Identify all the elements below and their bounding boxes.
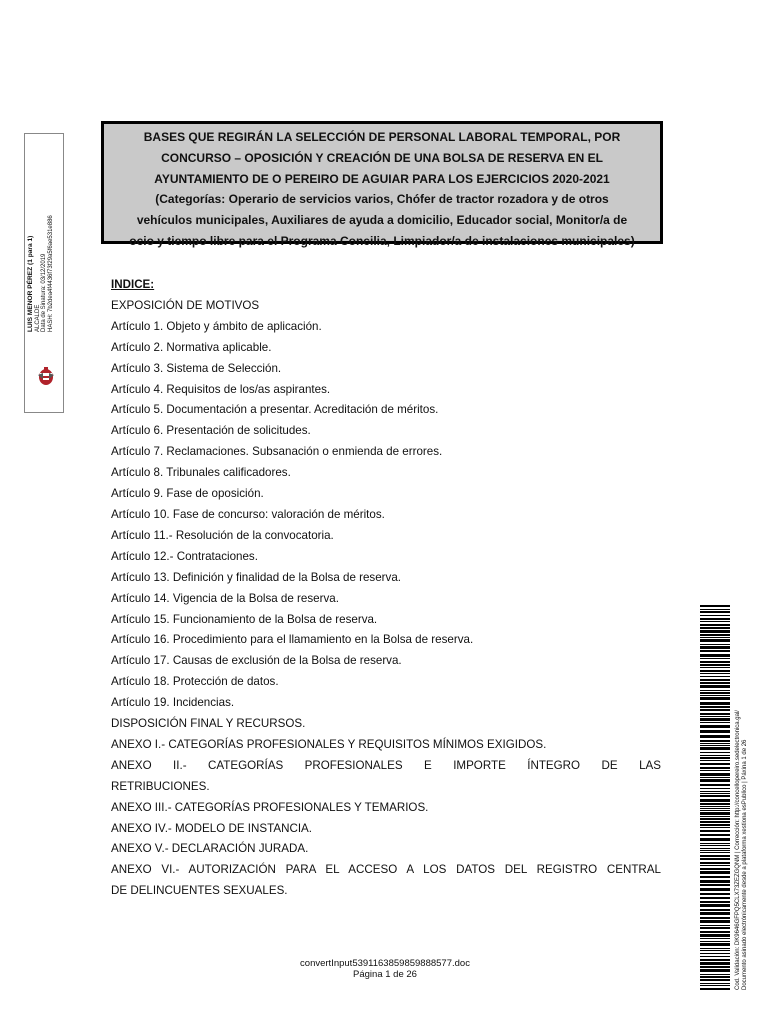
barcode-stripe: [700, 880, 730, 883]
barcode-stripe: [700, 821, 730, 823]
barcode-stripe: [700, 722, 730, 723]
barcode-stripe: [700, 948, 730, 949]
barcode-stripe: [700, 650, 730, 652]
index-item: Artículo 2. Normativa aplicable.: [111, 340, 272, 354]
barcode-stripe: [700, 664, 730, 666]
barcode-stripe: [700, 763, 730, 765]
barcode-stripe: [700, 941, 730, 942]
barcode-stripe: [700, 745, 730, 746]
index-item: Artículo 7. Reclamaciones. Subsanación o enmienda de errores.: [111, 445, 443, 459]
barcode-stripe: [700, 810, 730, 811]
barcode-stripe: [700, 909, 730, 911]
barcode-stripe: [700, 654, 730, 657]
index-item: Artículo 10. Fase de concurso: valoración de méritos.: [111, 507, 385, 521]
barcode-stripe: [700, 871, 730, 874]
index-item: Artículo 5. Documentación a presentar. Acreditación de méritos.: [111, 403, 439, 417]
barcode-stripe: [700, 611, 730, 613]
barcode-stripe: [700, 639, 730, 642]
barcode-stripe: [700, 630, 730, 633]
barcode-stripe: [700, 740, 730, 742]
index-item: DISPOSICIÓN FINAL Y RECURSOS.: [111, 717, 306, 731]
barcode-stripe: [700, 868, 730, 870]
barcode-stripe: [700, 791, 730, 792]
barcode-stripe: [700, 618, 730, 620]
barcode-stripe: [700, 843, 730, 844]
signature-hash: HASH: 7b2dea4f4436f73f29a5f6ae531e886: [47, 215, 54, 332]
barcode-stripe: [700, 605, 730, 607]
index-item: Artículo 9. Fase de oposición.: [111, 487, 264, 501]
barcode-stripe: [700, 812, 730, 815]
barcode-stripe: [700, 658, 730, 659]
index-item: Artículo 18. Protección de datos.: [111, 675, 279, 689]
barcode-stripe: [700, 927, 730, 929]
barcode-stripe: [700, 661, 730, 663]
barcode-stripe: [700, 670, 730, 672]
title-line: (Categorías: Operario de servicios varios, Chófer de tractor rozadora y de otros: [155, 192, 609, 207]
barcode-stripe: [700, 917, 730, 919]
barcode-stripe: [700, 855, 730, 857]
barcode-stripe: [700, 888, 730, 891]
validation-text: [735, 630, 749, 990]
barcode-stripe: [700, 788, 730, 789]
barcode-stripe: [700, 609, 730, 610]
signer-name: LUIS MENOR PÉREZ (1 para 1): [27, 235, 34, 332]
barcode-stripe: [700, 695, 730, 696]
index-item: ANEXO IV.- MODELO DE INSTANCIA.: [111, 821, 312, 835]
barcode-stripe: [700, 852, 730, 853]
validation-code: Cod. Validación: DK9646GFPQ5CLX73ZEZGQNM | Corrección: http://concellopereiro.sedelectronica.gal/: [735, 710, 741, 990]
barcode-stripe: [700, 799, 730, 802]
barcode-stripe: [700, 634, 730, 636]
barcode-stripe: [700, 667, 730, 668]
validation-platform: Documento asinado electrónicamente desde a plataforma xestiona esPublico | Páxina 1 de 26: [742, 739, 748, 990]
barcode-stripe: [700, 988, 730, 990]
barcode-stripe: [700, 827, 730, 828]
barcode-stripe: [700, 752, 730, 753]
barcode-stripe: [700, 685, 730, 688]
barcode-stripe: [700, 784, 730, 786]
barcode-stripe: [700, 818, 730, 820]
barcode-stripe: [700, 884, 730, 886]
index-item-annex-ii-cont: RETRIBUCIONES.: [111, 779, 210, 793]
signature-date: Data de Sinatura: 03/12/2019: [41, 253, 47, 332]
barcode-stripe: [700, 953, 730, 954]
barcode-stripe: [700, 904, 730, 907]
index-item-annex-vi-cont: DE DELINCUENTES SEXUALES.: [111, 884, 288, 898]
barcode-stripe: [700, 850, 730, 851]
index-item: Artículo 19. Incidencias.: [111, 696, 235, 710]
index-item: Artículo 17. Causas de exclusión de la Bolsa de reserva.: [111, 654, 402, 668]
barcode-stripe: [700, 646, 730, 649]
index-item: Artículo 1. Objeto y ámbito de aplicación.: [111, 319, 322, 333]
barcode-stripe: [700, 760, 730, 761]
barcode-stripe: [700, 735, 730, 738]
footer-page-number: Página 1 de 26: [353, 969, 417, 980]
barcode-stripe: [700, 676, 730, 677]
index-item: Artículo 4. Requisitos de los/as aspirantes.: [111, 382, 331, 396]
signature-text: [28, 132, 54, 332]
barcode-stripe: [700, 793, 730, 794]
barcode-stripe: [700, 838, 730, 841]
barcode-stripe: [700, 725, 730, 728]
barcode-stripe: [700, 824, 730, 826]
barcode-stripe: [700, 806, 730, 807]
barcode-stripe: [700, 983, 730, 984]
barcode-stripe: [700, 897, 730, 899]
barcode-stripe: [700, 692, 730, 694]
barcode-stripe: [700, 950, 730, 951]
barcode-stripe: [700, 767, 730, 769]
index-item: Artículo 14. Vigencia de la Bolsa de reserva.: [111, 591, 339, 605]
index-item-annex-ii: ANEXO II.- CATEGORÍAS PROFESIONALES E IMPORTE ÍNTEGRO DE LAS: [111, 758, 661, 772]
barcode-stripe: [700, 673, 730, 674]
barcode-stripe: [700, 730, 730, 733]
title-line: CONCURSO – OPOSICIÓN Y CREACIÓN DE UNA BOLSA DE RESERVA EN EL: [161, 150, 603, 165]
barcode-stripe: [700, 718, 730, 721]
index-item: ANEXO V.- DECLARACIÓN JURADA.: [111, 842, 309, 856]
barcode-stripe: [700, 755, 730, 756]
barcode-stripe: [700, 777, 730, 778]
barcode-stripe: [700, 757, 730, 759]
title-line: BASES QUE REGIRÁN LA SELECCIÓN DE PERSONAL LABORAL TEMPORAL, POR: [143, 130, 621, 144]
barcode-stripe: [700, 901, 730, 903]
barcode-stripe: [700, 644, 730, 645]
barcode-stripe: [700, 621, 730, 622]
page-footer: [0, 958, 770, 980]
index-item: ANEXO I.- CATEGORÍAS PROFESIONALES Y REQUISITOS MÍNIMOS EXIGIDOS.: [111, 737, 547, 751]
barcode-stripe: [700, 830, 730, 832]
barcode-stripe: [700, 876, 730, 878]
title-line: ocio y tiempo libre para el Programa Concilia, Limpiador/a de instalaciones municipales): [129, 233, 635, 248]
barcode-stripe: [700, 795, 730, 797]
signer-role: ALCALDE: [34, 304, 41, 332]
barcode-stripe: [700, 920, 730, 923]
barcode-stripe: [700, 713, 730, 715]
barcode-stripe: [700, 682, 730, 684]
index-item: Artículo 13. Definición y finalidad de la Bolsa de reserva.: [111, 570, 402, 584]
barcode-stripe: [700, 931, 730, 933]
index-item: Artículo 11.- Resolución de la convocatoria.: [111, 528, 334, 542]
barcode-stripe: [700, 834, 730, 836]
barcode-stripe: [700, 706, 730, 708]
document-title-box: [101, 121, 663, 248]
barcode-stripe: [700, 779, 730, 782]
barcode-stripe: [700, 893, 730, 895]
barcode-stripe: [700, 865, 730, 866]
barcode-stripe: [700, 637, 730, 638]
barcode-stripe: [700, 808, 730, 809]
barcode-stripe: [700, 709, 730, 711]
barcode-stripe: [700, 624, 730, 626]
barcode-stripe: [700, 858, 730, 860]
barcode-stripe: [700, 702, 730, 705]
index-item-annex-vi: ANEXO VI.- AUTORIZACIÓN PARA EL ACCESO A LOS DATOS DEL REGISTRO CENTRAL: [111, 863, 661, 877]
barcode-stripe: [700, 848, 730, 849]
title-line: vehículos municipales, Auxiliares de ayuda a domicilio, Educador social, Monitor/a de: [136, 213, 628, 228]
barcode-stripe: [700, 803, 730, 805]
table-of-contents: [111, 275, 661, 902]
barcode-stripe: [700, 925, 730, 926]
index-item: Artículo 3. Sistema de Selección.: [111, 361, 282, 375]
barcode-stripe: [700, 690, 730, 691]
barcode-stripe: [700, 956, 730, 957]
barcode-stripe: [700, 912, 730, 915]
barcode-stripe: [700, 816, 730, 817]
index-item: Artículo 12.- Contrataciones.: [111, 549, 258, 563]
title-line: AYUNTAMIENTO DE O PEREIRO DE AGUIAR PARA LOS EJERCICIOS 2020-2021: [154, 171, 610, 186]
barcode-stripe: [700, 934, 730, 937]
barcode-stripe: [700, 770, 730, 771]
barcode-stripe: [700, 679, 730, 681]
index-item: EXPOSICIÓN DE MOTIVOS: [111, 298, 260, 312]
index-item: Artículo 15. Funcionamiento de la Bolsa de reserva.: [111, 612, 378, 626]
barcode-stripe: [700, 743, 730, 744]
barcode-stripe: [700, 938, 730, 939]
index-item: Artículo 16. Procedimiento para el llamamiento en la Bolsa de reserva.: [111, 633, 474, 647]
index-item: ANEXO III.- CATEGORÍAS PROFESIONALES Y TEMARIOS.: [111, 800, 429, 814]
index-heading: INDICE:: [111, 278, 155, 291]
barcode-stripe: [700, 862, 730, 864]
footer-filename: convertInput5391163859859888577.doc: [300, 958, 470, 969]
coat-of-arms-icon: [35, 365, 57, 387]
barcode-stripe: [700, 615, 730, 616]
barcode-stripe: [700, 747, 730, 750]
barcode-stripe: [700, 627, 730, 629]
index-item: Artículo 6. Presentación de solicitudes.: [111, 424, 311, 438]
barcode-stripe: [700, 985, 730, 986]
index-item: Artículo 8. Tribunales calificadores.: [111, 466, 291, 480]
barcode-icon: [700, 605, 730, 990]
barcode-stripe: [700, 697, 730, 700]
barcode-stripe: [700, 943, 730, 946]
barcode-stripe: [700, 845, 730, 846]
barcode-stripe: [700, 773, 730, 776]
barcode-stripe: [700, 716, 730, 717]
